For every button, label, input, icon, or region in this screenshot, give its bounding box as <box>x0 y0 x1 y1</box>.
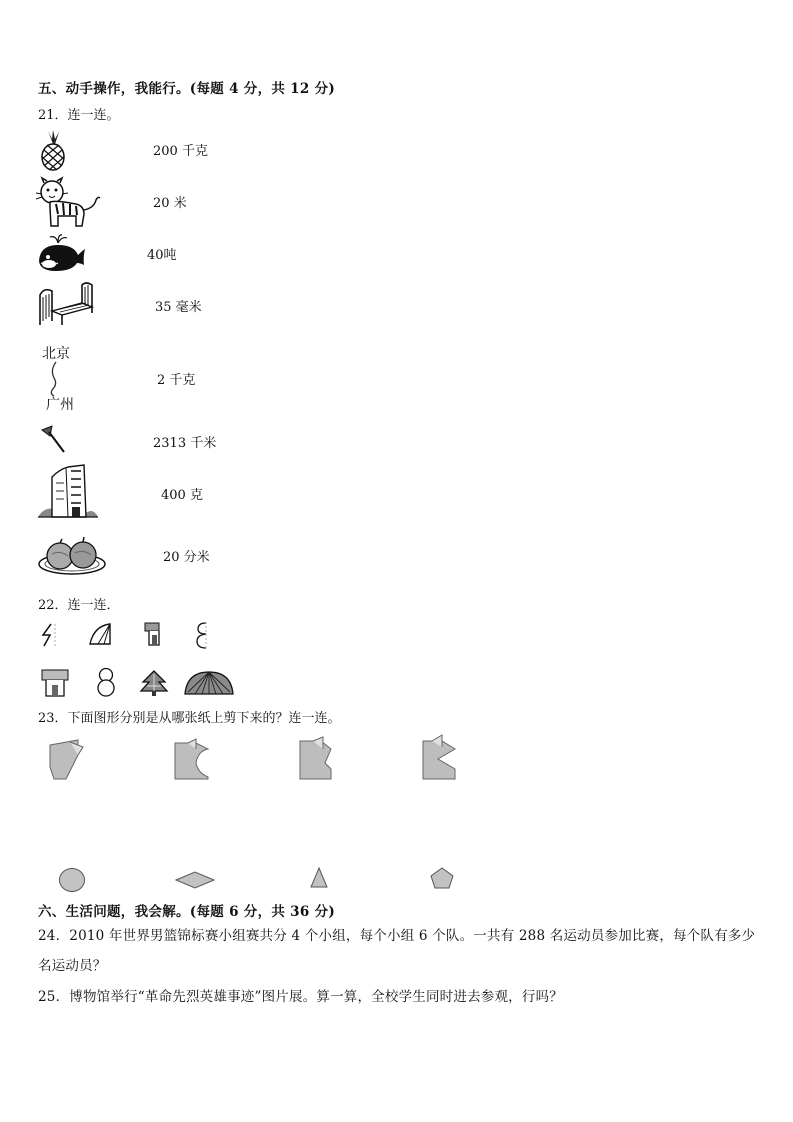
building-icon <box>38 463 98 519</box>
q21-value-3: 40吨 <box>147 248 177 263</box>
thumbtack-icon <box>40 424 66 454</box>
rhombus-icon <box>175 871 215 889</box>
q21-value-7: 400 克 <box>161 488 203 503</box>
umbrella-icon <box>183 670 235 696</box>
folded-paper-a-icon <box>48 737 84 781</box>
map-label-guangzhou: 广州 <box>46 397 74 413</box>
q21-value-5: 2 千克 <box>157 373 196 388</box>
folded-paper-d-icon <box>422 735 458 781</box>
q21-value-6: 2313 千米 <box>153 436 217 451</box>
section-5-title: 五、动手操作，我能行。(每题 4 分，共 12 分) <box>38 81 336 97</box>
house-icon <box>40 668 70 698</box>
section-6-title: 六、生活问题，我会解。(每题 6 分，共 36 分) <box>38 904 336 920</box>
half-house-icon <box>143 621 163 647</box>
q21-value-4: 35 毫米 <box>155 300 202 315</box>
circle-icon <box>58 867 86 893</box>
q21-value-2: 20 米 <box>153 196 187 211</box>
tiger-icon <box>36 178 102 228</box>
pentagon-icon <box>430 867 454 889</box>
map-label-beijing: 北京 <box>42 346 70 362</box>
q22-label: 22．连一连． <box>38 598 120 613</box>
snowman-icon <box>96 667 116 697</box>
q24-text: 24．2010 年世界男篮锦标赛小组赛共分 4 个小组，每个小组 6 个队。一共有 288 名运动员参加比赛，每个队有多少名运动员？ <box>38 928 756 974</box>
half-snowman-icon <box>196 621 210 649</box>
fruit-plate-icon <box>38 534 106 576</box>
half-lightning-icon <box>40 623 58 647</box>
pineapple-icon <box>38 130 68 170</box>
map-route-icon <box>40 340 80 414</box>
whale-icon <box>36 233 86 273</box>
q21-label: 21．连一连。 <box>38 108 120 123</box>
q25-text: 25．博物馆举行“革命先烈英雄事迹”图片展。算一算，全校学生同时进去参观，行吗？ <box>38 989 563 1005</box>
triangle-icon <box>309 867 329 889</box>
q21-value-1: 200 千克 <box>153 144 208 159</box>
bed-icon <box>38 281 94 327</box>
half-umbrella-icon <box>88 622 114 648</box>
folded-paper-b-icon <box>174 739 210 781</box>
folded-paper-c-icon <box>299 737 333 781</box>
q23-label: 23．下面图形分别是从哪张纸上剪下来的？连一连。 <box>38 711 341 726</box>
q21-value-8: 20 分米 <box>163 550 210 565</box>
tree-icon <box>139 670 169 696</box>
